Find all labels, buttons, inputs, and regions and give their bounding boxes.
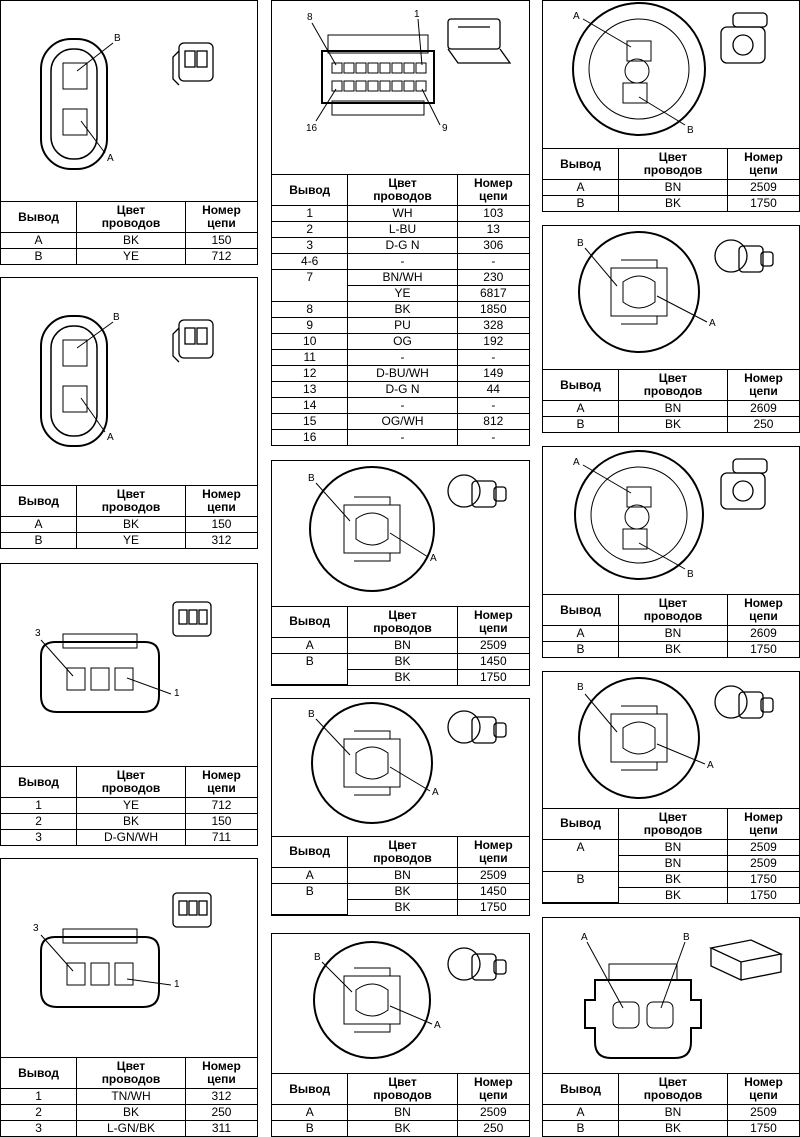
socket-drawing [272,699,530,839]
table-row: A BN 2509 [543,839,799,855]
connector-2pin-drawing [1,1,258,193]
table-row: A BN 2509 [272,867,529,883]
connector-panel-13 [542,917,800,1137]
socket-drawing [272,934,530,1074]
table-row: A BN 2509 [543,1105,799,1121]
pin-label-9: 9 [442,123,448,134]
table-row: 2 BK 150 [1,814,257,830]
table-row: B BK 1450 [272,883,529,899]
pin-label-a: A [573,457,580,468]
pin-label-a: A [709,318,716,329]
table-row: 2 L-BU 13 [272,222,529,238]
pin-label-b: B [687,569,694,580]
table-row: 3 D-G N 306 [272,238,529,254]
pin-label-a: A [581,932,588,943]
pin-label-a: A [107,153,114,164]
socket-panel-6 [271,460,530,686]
pin-label-b: B [687,125,694,136]
pin-label-a: A [707,760,714,771]
pinout-table: Вывод Цвет проводов Номер цепи A BN 2509 B BK 1750 [543,148,799,211]
table-row: 10 OG 192 [272,334,529,350]
pinout-table: Вывод Цвет проводов Номер цепи 1 WH 103 2 L-BU 13 3 D-G N 306 4-6 - - 7 BN/WH 230 YE 6817 8 BK 1850 9 PU 328 10 OG 192 11 - - 12 D-BU/WH 149 13 D-G N 44 14 - - 15 OG/WH 812 16 - - [272,174,529,445]
pinout-table: Вывод Цвет проводов Номер цепи A BN 2609 B BK 1750 [543,594,799,657]
table-row: A BN 2509 [543,180,799,196]
table-row: BK 1750 [272,669,529,685]
table-row: 12 D-BU/WH 149 [272,366,529,382]
table-row: 16 - - [272,430,529,446]
connector-3pin-drawing [1,859,258,1049]
pin-label-3: 3 [35,628,41,639]
pin-label-a: A [430,553,437,564]
pinout-table: Вывод Цвет проводов Номер цепи A BN 2609 B BK 250 [543,369,799,432]
pin-label-a: A [434,1020,441,1031]
connector-panel-1 [0,0,258,265]
socket-panel-8 [271,933,530,1137]
connector-3pin-drawing [1,564,258,754]
pin-label-b: B [314,952,321,963]
bulb-socket-panel-9 [542,0,800,212]
socket-panel-7 [271,698,530,916]
table-row: 1 WH 103 [272,206,529,222]
pinout-table: Вывод Цвет проводов Номер цепи A BN 2509 B BK 1450 BK 1750 [272,836,529,916]
table-row: 15 OG/WH 812 [272,414,529,430]
header-color: Цвет проводов [77,202,186,233]
pinout-table: Вывод Цвет проводов Номер цепи 1 YE 712 2 BK 150 3 D-GN/WH 711 [1,766,257,845]
pinout-table: Вывод Цвет проводов Номер цепи A BN 2509 B BK 1750 [543,1073,799,1136]
bulb-socket-drawing [543,1,800,143]
table-row: BK 1750 [272,899,529,915]
table-row: B BK 1450 [272,653,529,669]
table-row: B BK 1750 [543,871,799,887]
table-row: B BK 250 [543,417,799,433]
pin-label-b: B [113,312,120,323]
connector-panel-3 [0,563,258,846]
table-row: BK 1750 [543,887,799,903]
pin-label-16: 16 [306,123,318,134]
table-row: B BK 1750 [543,642,799,658]
table-row: A BN 2609 [543,626,799,642]
table-row: B BK 1750 [543,1121,799,1137]
connector-panel-5 [271,0,530,446]
table-row: 13 D-G N 44 [272,382,529,398]
table-row: 3 D-GN/WH 711 [1,830,257,846]
table-row: 11 - - [272,350,529,366]
pin-label-1: 1 [414,9,420,20]
connector-panel-4 [0,858,258,1137]
pin-label-b: B [577,238,584,249]
header-pin: Вывод [1,202,77,233]
pin-label-a: A [107,432,114,443]
table-row: 1 YE 712 [1,798,257,814]
pin-label-b: B [308,709,315,720]
connector-2pin-drawing [1,278,258,478]
table-row: 1 TN/WH 312 [1,1089,257,1105]
table-row: A BK 150 [1,233,257,249]
pinout-table: Вывод Цвет проводов Номер цепи A BK 150 B YE 312 [1,485,257,548]
table-row: BN 2509 [543,855,799,871]
pin-label-b: B [114,33,121,44]
pin-label-3: 3 [33,923,39,934]
table-row: 9 PU 328 [272,318,529,334]
pinout-table: Вывод Цвет проводов Номер цепи 1 TN/WH 312 2 BK 250 3 L-GN/BK 311 [1,1057,257,1136]
table-row: B BK 1750 [543,196,799,212]
table-row: 2 BK 250 [1,1105,257,1121]
pin-label-b: B [683,932,690,943]
pinout-table: Вывод Цвет проводов Номер цепи A BN 2509 BN 2509 B BK 1750 BK 1750 [543,808,799,904]
socket-panel-10 [542,225,800,433]
connector-panel-2 [0,277,258,549]
pin-label-8: 8 [307,12,313,23]
pin-label-a: A [573,11,580,22]
table-row: A BN 2509 [272,637,529,653]
table-row: B YE 712 [1,249,257,265]
table-row: A BN 2609 [543,401,799,417]
table-row: 14 - - [272,398,529,414]
table-row: B YE 312 [1,533,257,549]
header-circuit: Номер цепи [185,202,257,233]
pin-label-b: B [308,473,315,484]
socket-drawing [543,672,800,812]
pin-label-1: 1 [174,688,180,699]
bulb-socket-panel-11 [542,446,800,658]
bulb-socket-drawing [543,447,800,589]
table-row: B BK 250 [272,1121,529,1137]
pin-label-1: 1 [174,979,180,990]
table-row: A BN 2509 [272,1105,529,1121]
pin-label-a: A [432,787,439,798]
pinout-table: Вывод Цвет проводов Номер цепи A BN 2509 B BK 1450 BK 1750 [272,606,529,686]
table-row: A BK 150 [1,517,257,533]
table-row: 7 BN/WH 230 [272,270,529,286]
pin-label-b: B [577,682,584,693]
pinout-table: Вывод Цвет проводов Номер цепи A BN 2509 B BK 250 [272,1073,529,1136]
pinout-table [1,201,257,264]
table-row: YE 6817 [272,286,529,302]
table-row: 8 BK 1850 [272,302,529,318]
table-row: 3 L-GN/BK 311 [1,1121,257,1137]
table-row: 4-6 - - [272,254,529,270]
socket-panel-12 [542,671,800,904]
